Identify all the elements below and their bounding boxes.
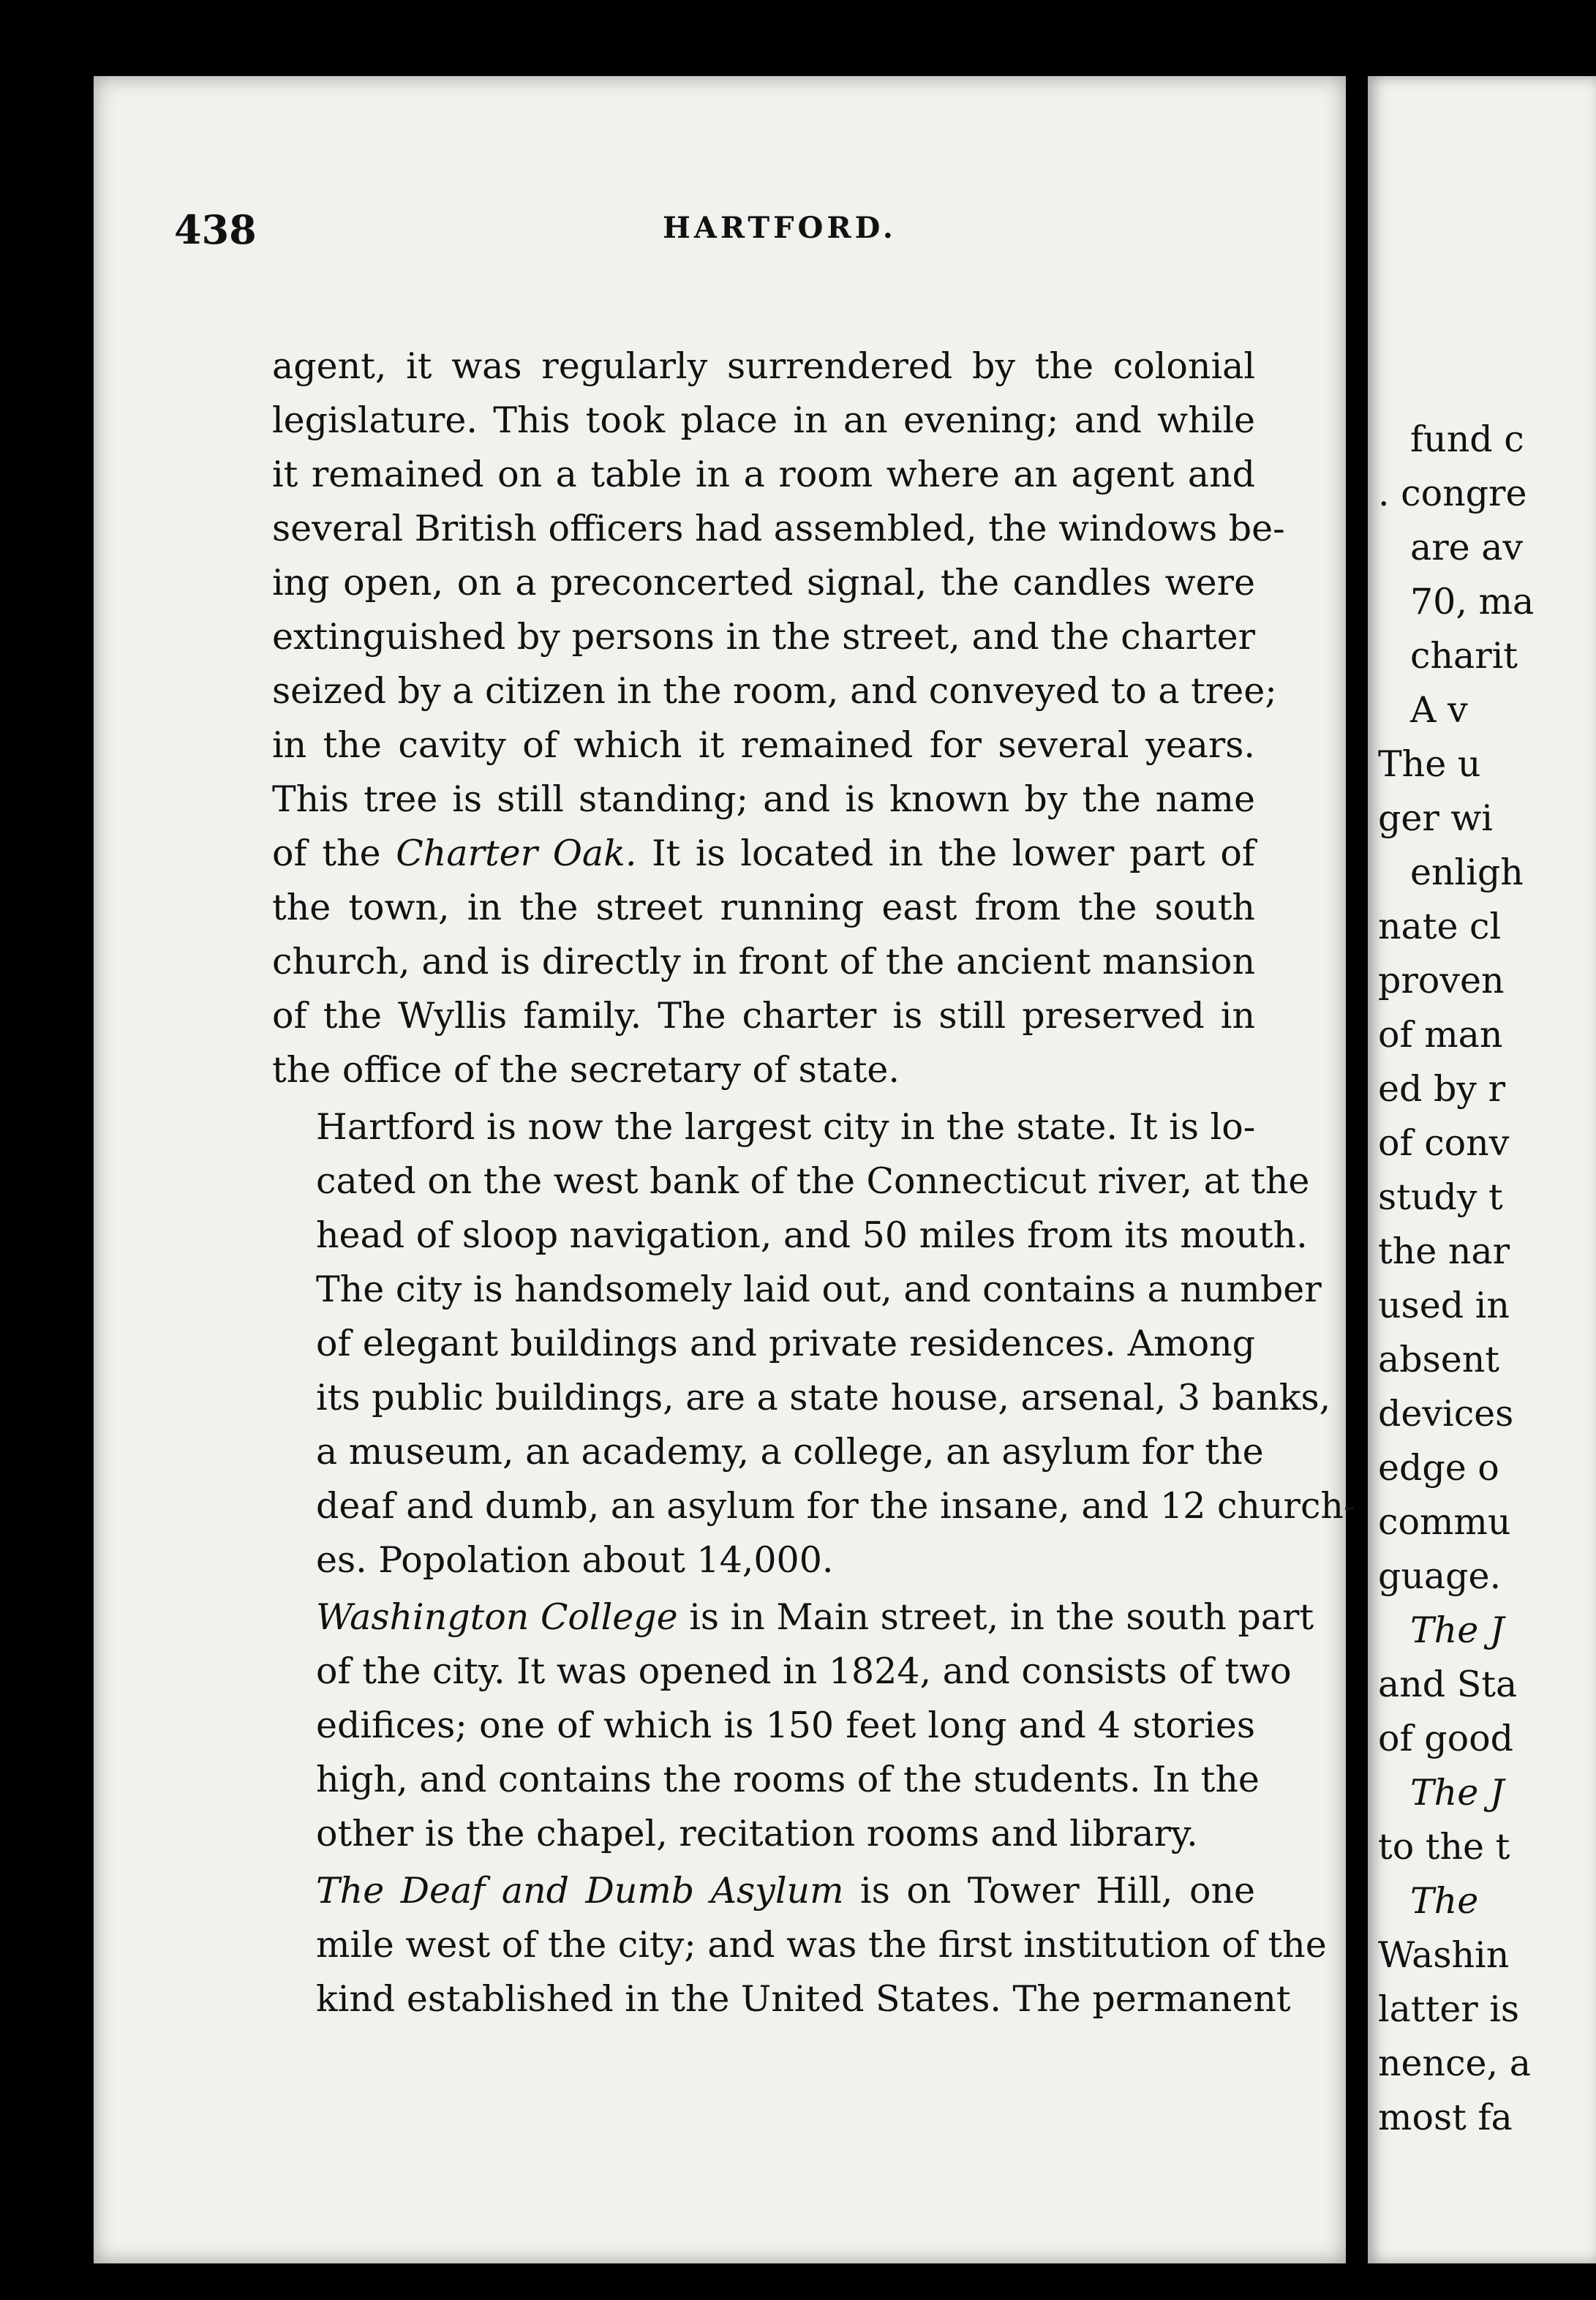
text-line: its public buildings, are a state house, arsenal, 3 banks, [316, 1377, 1331, 1418]
fragment-line: most fa [1378, 2097, 1513, 2138]
text-line: the town, in the street running east from the south [272, 887, 1255, 928]
fragment-line: study t [1378, 1176, 1503, 1218]
fragment-line: nence, a [1378, 2042, 1531, 2084]
text-line: es. Popolation about 14,000. [316, 1539, 834, 1581]
text-line: This tree is still standing; and is known by the name [272, 778, 1255, 820]
italic-lead: Washington College [316, 1596, 678, 1638]
fragment-line: proven [1378, 960, 1505, 1001]
text-line: it remained on a table in a room where an agent and [272, 454, 1255, 495]
right-page-text-container [1368, 76, 1596, 2263]
fragment-line: . congre [1378, 473, 1527, 514]
text-line: of the city. It was opened in 1824, and consists of two [316, 1650, 1292, 1692]
fragment-line: fund c [1410, 418, 1524, 460]
fragment-line: edge o [1378, 1447, 1499, 1489]
fragment-line: ger wi [1378, 797, 1493, 839]
text-line: in the cavity of which it remained for several years. [272, 724, 1255, 766]
running-head: HARTFORD. [663, 211, 897, 245]
text-line: kind established in the United States. The permanent [316, 1978, 1291, 2020]
fragment-line: A v [1410, 689, 1468, 731]
text-line: Hartford is now the largest city in the state. It is lo- [316, 1106, 1256, 1148]
text-line: of the Wyllis family. The charter is still preserved in [272, 995, 1255, 1037]
text-line: cated on the west bank of the Connecticut river, at the [316, 1160, 1310, 1202]
text-line: a museum, an academy, a college, an asylum for the [316, 1431, 1264, 1473]
fragment-line: The J [1410, 1609, 1505, 1651]
text-line: the office of the secretary of state. [272, 1049, 900, 1091]
text-line: The city is handsomely laid out, and contains a number [316, 1269, 1322, 1310]
text-line: legislature. This took place in an evening; and while [272, 399, 1255, 441]
fragment-line: are av [1410, 527, 1524, 568]
fragment-line: of good [1378, 1718, 1513, 1759]
fragment-line: The J [1410, 1772, 1505, 1814]
fragment-line: enligh [1410, 852, 1524, 893]
text-line: of elegant buildings and private residences. Among [316, 1323, 1255, 1364]
italic-lead: The Deaf and Dumb Asylum [316, 1870, 844, 1912]
text-line: seized by a citizen in the room, and conveyed to a tree; [272, 670, 1277, 712]
text-line: is on Tower Hill, one [843, 1870, 1256, 1912]
italic-charter-oak: Charter Oak. [396, 833, 637, 874]
fragment-line: The [1410, 1880, 1479, 1922]
text-line: edifices; one of which is 150 feet long and 4 stories [316, 1705, 1255, 1746]
text-line-charter-oak [272, 827, 1255, 881]
text-line: agent, it was regularly surrendered by the colonial [272, 345, 1255, 387]
fragment-line: guage. [1378, 1555, 1502, 1597]
fragment-line: to the t [1378, 1826, 1510, 1868]
fragment-line: ed by r [1378, 1068, 1505, 1110]
text-line: deaf and dumb, an asylum for the insane, and 12 church- [316, 1485, 1356, 1527]
fragment-line: nate cl [1378, 906, 1502, 947]
text-line: is in Main street, in the south part [677, 1596, 1314, 1638]
text-line: of the Charter Oak. It is located in the lower part of [272, 833, 1255, 874]
fragment-line: latter is [1378, 1988, 1520, 2030]
fragment-line: The u [1378, 743, 1481, 785]
text-line: church, and is directly in front of the ancient mansion [272, 941, 1255, 982]
text-line: several British officers had assembled, the windows be- [272, 508, 1285, 549]
left-page-text [272, 339, 1356, 2026]
text-line: mile west of the city; and was the first institution of the [316, 1924, 1327, 1966]
text-line-lead [272, 1864, 1255, 1918]
page-number: 438 [174, 206, 257, 253]
text-line-lead [272, 1590, 1314, 1645]
fragment-line: 70, ma [1410, 581, 1535, 623]
fragment-line: absent [1378, 1339, 1499, 1380]
fragment-line: and Sta [1378, 1664, 1518, 1705]
paragraph-washington-college [272, 1590, 1314, 1861]
fragment-line: commu [1378, 1501, 1511, 1543]
fragment-line: the nar [1378, 1230, 1510, 1272]
fragment-line: used in [1378, 1285, 1510, 1326]
paragraph-hartford [272, 1100, 1356, 1587]
text-line: other is the chapel, recitation rooms and library. [316, 1813, 1198, 1854]
fragment-line: of man [1378, 1014, 1503, 1056]
fragment-line: devices [1378, 1393, 1514, 1435]
paragraph-charter [272, 339, 1285, 1097]
text-line: ing open, on a preconcerted signal, the candles were [272, 562, 1255, 604]
text-line: head of sloop navigation, and 50 miles from its mouth. [316, 1214, 1308, 1256]
text-line: extinguished by persons in the street, and the charter [272, 616, 1255, 658]
fragment-line: of conv [1378, 1122, 1510, 1164]
fragment-line: charit [1410, 635, 1518, 677]
paragraph-deaf-asylum [272, 1864, 1327, 2026]
right-page-text [1368, 413, 1596, 2145]
fragment-line: Washin [1378, 1934, 1510, 1976]
page-header [174, 206, 1344, 265]
text-line: high, and contains the rooms of the students. In the [316, 1759, 1260, 1800]
